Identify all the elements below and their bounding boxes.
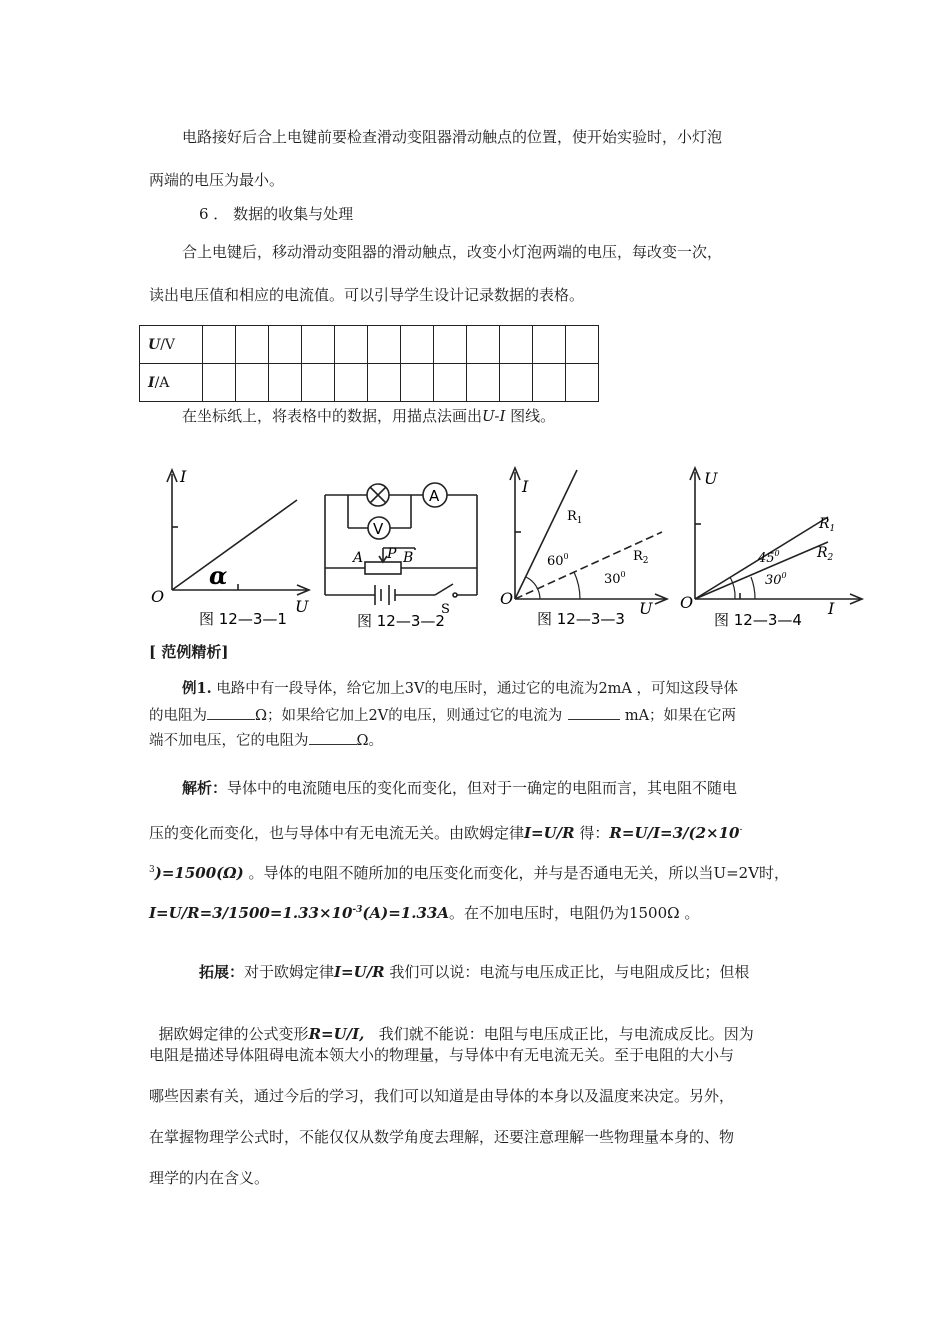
axis-label-x: U [639,599,653,618]
axis-label-x: I [828,599,835,618]
example-1-line-2: 的电阻为 Ω；如果给它加上2V的电压，则通过它的电流为 mA；如果在它两 [149,705,736,726]
figure-12-3-2 [315,470,490,635]
r1-label: $R_1$ [567,509,583,526]
point-a-label: A [353,550,364,566]
point-b-label: B [403,550,414,566]
angle-30-label: $30^0$ [604,570,626,587]
extension-line-3: 电阻是描述导体阻碍电流本领大小的物理量，与导体中有无电流无关。至于电阻的大小与 [149,1046,735,1064]
origin-label: O [500,589,514,608]
origin-label: O [151,587,165,606]
example-1-line-3: 端不加电压，它的电阻为 Ω。 [149,730,383,751]
axis-label-y: I [522,477,529,496]
answer-blank-2[interactable] [568,705,620,720]
extension-line-6: 理学的内在含义。 [149,1169,270,1187]
r2-label: $R_2$ [817,545,834,563]
figure-12-3-4 [678,462,868,632]
figure-caption: 图 12—3—4 [714,611,802,629]
paragraph-2-line-2: 读出电压值和相应的电流值。可以引导学生设计记录数据的表格。 [149,286,585,304]
extension-line-4: 哪些因素有关，通过今后的学习，我们可以知道是由导体的本身以及温度来决定。另外， [149,1087,735,1105]
paragraph-3: 在坐标纸上，将表格中的数据，用描点法画出U-I 图线。 [182,407,556,425]
row-header-current: I/A [140,364,203,402]
section-heading-examples: [ 范例精析] [149,643,229,661]
analysis-line-3: $^3$)=1500(Ω) 。导体的电阻不随所加的电压变化而变化，并与是否通电无关，所以当U=2V时， [149,864,790,882]
axis-label-x: U [295,597,309,616]
extension-line-1: 拓展：对于欧姆定律I=U/R 我们可以说：电流与电压成正比，与电阻成反比；但根 [199,963,750,981]
analysis-line-4: $I=U/R=3/1500=1.33\times 10^{-3}(A)=1.33A$。在不加电压时，电阻仍为1500Ω 。 [149,904,700,922]
table-row-voltage [140,326,599,364]
extension-line-2: 据欧姆定律的公式变形R=U/I, 我们就不能说：电阻与电压成正比，与电流成反比。因为 [158,1025,754,1043]
ammeter-label: A [429,487,440,505]
paragraph-1-line-2: 两端的电压为最小。 [149,171,285,189]
angle-30-label: $30^0$ [765,571,787,588]
answer-blank-3[interactable] [309,730,357,745]
angle-alpha-label: α [209,561,228,590]
extension-line-5: 在掌握物理学公式时，不能仅仅从数学角度去理解，还要注意理解一些物理量本身的、物 [149,1128,735,1146]
r1-label: $R_1$ [819,516,836,534]
paragraph-2-line-1: 合上电键后，移动滑动变阻器的滑动触点，改变小灯泡两端的电压，每改变一次， [182,243,723,261]
analysis-line-1: 解析：导体中的电流随电压的变化而变化，但对于一确定的电阻而言，其电阻不随电 [182,779,738,797]
figure-12-3-3 [497,462,672,632]
figure-caption: 图 12—3—3 [537,610,625,628]
origin-label: O [680,593,694,612]
r2-label: $R_2$ [633,549,649,566]
angle-45-label: $45^0$ [758,549,780,566]
analysis-line-2: 压的变化而变化，也与导体中有无电流无关。由欧姆定律I=U/R 得：R=U/I=3/(2×10- [149,824,743,842]
switch-label: S [441,602,450,617]
paragraph-1-line-1: 电路接好后合上电键前要检查滑动变阻器滑动触点的位置，使开始实验时，小灯泡 [182,128,723,146]
row-header-voltage: U/V [140,326,203,364]
point-p-label: P [387,546,397,562]
figure-caption: 图 12—3—1 [199,610,287,628]
table-row-current [140,364,599,402]
example-1-line-1: 例1. 电路中有一段导体，给它加上3V的电压时，通过它的电流为2mA ，可知这段导体 [182,680,738,697]
data-record-table [139,325,599,402]
section-6-heading: 6 ． 数据的收集与处理 [199,205,354,223]
axis-label-y: I [180,467,187,486]
voltmeter-label: V [373,520,384,538]
axis-label-y: U [704,469,718,488]
figure-caption: 图 12—3—2 [357,612,445,630]
answer-blank-1[interactable] [207,705,255,720]
angle-60-label: $60^0$ [547,552,569,569]
figure-12-3-1 [145,462,315,632]
